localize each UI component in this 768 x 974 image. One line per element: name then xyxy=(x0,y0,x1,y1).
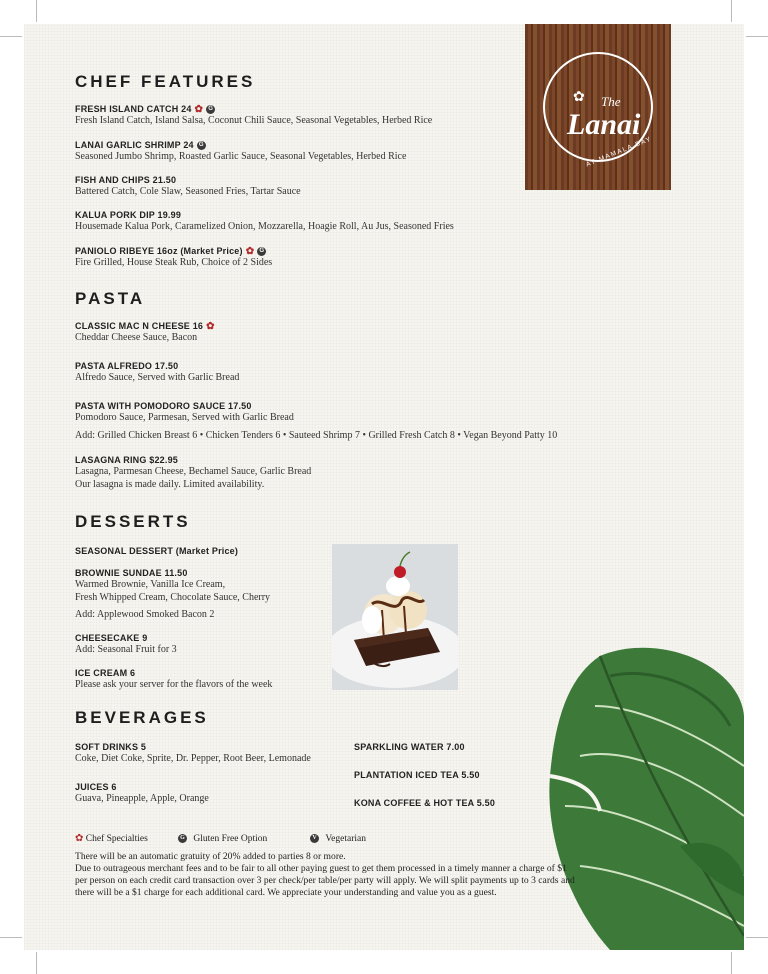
menu-item xyxy=(75,245,272,270)
item-name: ICE CREAM 6 xyxy=(75,668,136,678)
gluten-free-icon: G xyxy=(206,105,215,114)
item-name: SOFT DRINKS 5 xyxy=(75,742,147,752)
item-description: Battered Catch, Cole Slaw, Seasoned Fries, Tartar Sauce xyxy=(75,186,301,197)
item-description: Fresh Island Catch, Island Salsa, Coconut Chili Sauce, Seasonal Vegetables, Herbed Rice xyxy=(75,115,433,126)
item-description: Housemade Kalua Pork, Caramelized Onion, Mozzarella, Hoagie Roll, Au Jus, Seasoned Fries xyxy=(75,221,454,232)
dessert-photo xyxy=(332,544,458,690)
menu-item xyxy=(75,174,301,199)
menu-item xyxy=(75,320,215,345)
item-name: LASAGNA RING $22.95 xyxy=(75,455,178,465)
chef-special-icon: ✿ xyxy=(245,246,255,258)
item-note: Our lasagna is made daily. Limited availability. xyxy=(75,478,265,490)
merchant-fee-note: Due to outrageous merchant fees and to be fair to all other paying guest to get them processed in a timely manner a charge of $1 per person on each credit card transaction over 3 per check/per table/per party will apply. We will split payments up to 3 cards and there will be a $1 charge for each additional card. We appreciate your understanding and value you as a guest. xyxy=(75,863,575,899)
item-description: Cheddar Cheese Sauce, Bacon xyxy=(75,332,198,343)
legend-gf-label: Gluten Free Option xyxy=(193,834,268,844)
menu-item xyxy=(354,769,480,781)
menu-item xyxy=(75,454,311,491)
menu-item xyxy=(75,667,272,692)
crop-mark xyxy=(746,937,768,938)
item-name: SPARKLING WATER 7.00 xyxy=(354,742,465,752)
item-name: PANIOLO RIBEYE 16oz (Market Price) xyxy=(75,246,243,256)
menu-item xyxy=(75,781,209,806)
menu-item xyxy=(75,567,270,622)
item-name: BROWNIE SUNDAE 11.50 xyxy=(75,568,188,578)
menu-item xyxy=(75,360,239,385)
pasta-add-ons: Add: Grilled Chicken Breast 6 • Chicken Tenders 6 • Sauteed Shrimp 7 • Grilled Fresh Catch 8 • Vegan Beyond Patty 10 xyxy=(75,430,558,441)
gluten-free-icon: G xyxy=(257,247,266,256)
menu-item xyxy=(75,103,432,128)
item-add-on: Add: Applewood Smoked Bacon 2 xyxy=(75,609,215,620)
item-name: SEASONAL DESSERT (Market Price) xyxy=(75,546,239,556)
item-description: Coke, Diet Coke, Sprite, Dr. Pepper, Root Beer, Lemonade xyxy=(75,753,311,764)
chef-special-icon: ✿ xyxy=(206,321,215,333)
item-name: LANAI GARLIC SHRIMP 24 xyxy=(75,140,194,150)
item-description: Guava, Pineapple, Apple, Orange xyxy=(75,793,209,804)
menu-item xyxy=(75,545,238,557)
logo-lanai: Lanai xyxy=(567,108,641,141)
restaurant-logo xyxy=(525,24,671,190)
item-description: Add: Seasonal Fruit for 3 xyxy=(75,644,177,655)
item-name: FRESH ISLAND CATCH 24 xyxy=(75,104,192,114)
gratuity-note: There will be an automatic gratuity of 20% added to parties 8 or more. xyxy=(75,851,346,862)
crop-mark xyxy=(36,0,37,22)
menu-item xyxy=(75,400,294,425)
section-title-desserts: DESSERTS xyxy=(75,512,191,531)
item-name: FISH AND CHIPS 21.50 xyxy=(75,175,177,185)
item-description: Seasoned Jumbo Shrimp, Roasted Garlic Sauce, Seasonal Vegetables, Herbed Rice xyxy=(75,151,407,162)
logo-subtitle: AT MAMALA BAY xyxy=(585,135,653,169)
legend-veg-label: Vegetarian xyxy=(325,834,366,844)
section-title-beverages: BEVERAGES xyxy=(75,708,209,727)
menu-item xyxy=(75,632,177,657)
item-name: PASTA ALFREDO 17.50 xyxy=(75,361,179,371)
menu-item xyxy=(75,209,454,234)
item-name: JUICES 6 xyxy=(75,782,117,792)
legend-veg xyxy=(310,834,366,844)
legend-chef xyxy=(75,834,148,844)
crop-mark xyxy=(746,36,768,37)
section-title-pasta: PASTA xyxy=(75,289,146,308)
item-name: KONA COFFEE & HOT TEA 5.50 xyxy=(354,798,496,808)
gluten-free-icon: G xyxy=(178,834,187,843)
item-name: KALUA PORK DIP 19.99 xyxy=(75,210,182,220)
item-description: Fire Grilled, House Steak Rub, Choice of 2 Sides xyxy=(75,257,273,268)
item-name: CLASSIC MAC N CHEESE 16 xyxy=(75,321,204,331)
legend-gf xyxy=(178,834,267,844)
item-description: Lasagna, Parmesan Cheese, Bechamel Sauce, Garlic Bread xyxy=(75,466,312,477)
item-description: Pomodoro Sauce, Parmesan, Served with Garlic Bread xyxy=(75,412,294,423)
menu-item xyxy=(354,741,465,753)
hibiscus-icon: ✿ xyxy=(573,88,585,104)
chef-special-icon: ✿ xyxy=(75,833,84,845)
item-description: Alfredo Sauce, Served with Garlic Bread xyxy=(75,372,240,383)
menu-item xyxy=(75,139,406,164)
item-name: CHEESECAKE 9 xyxy=(75,633,148,643)
section-title-chef: CHEF FEATURES xyxy=(75,72,256,91)
item-name: PASTA WITH POMODORO SAUCE 17.50 xyxy=(75,401,252,411)
menu-item xyxy=(354,797,495,809)
vegetarian-icon: V xyxy=(310,834,319,843)
crop-mark xyxy=(0,937,22,938)
crop-mark xyxy=(36,952,37,974)
item-description: Please ask your server for the flavors of the week xyxy=(75,679,273,690)
crop-mark xyxy=(731,952,732,974)
logo-the: The xyxy=(601,94,621,109)
menu-item xyxy=(75,741,311,766)
crop-mark xyxy=(731,0,732,22)
gluten-free-icon: G xyxy=(197,141,206,150)
item-description: Fresh Whipped Cream, Chocolate Sauce, Cherry xyxy=(75,591,271,603)
legend-chef-label: Chef Specialties xyxy=(85,834,148,844)
item-description: Warmed Brownie, Vanilla Ice Cream, xyxy=(75,579,226,590)
crop-mark xyxy=(0,36,22,37)
chef-special-icon: ✿ xyxy=(194,104,204,116)
monstera-leaf-icon xyxy=(540,636,744,950)
item-name: PLANTATION ICED TEA 5.50 xyxy=(354,770,480,780)
